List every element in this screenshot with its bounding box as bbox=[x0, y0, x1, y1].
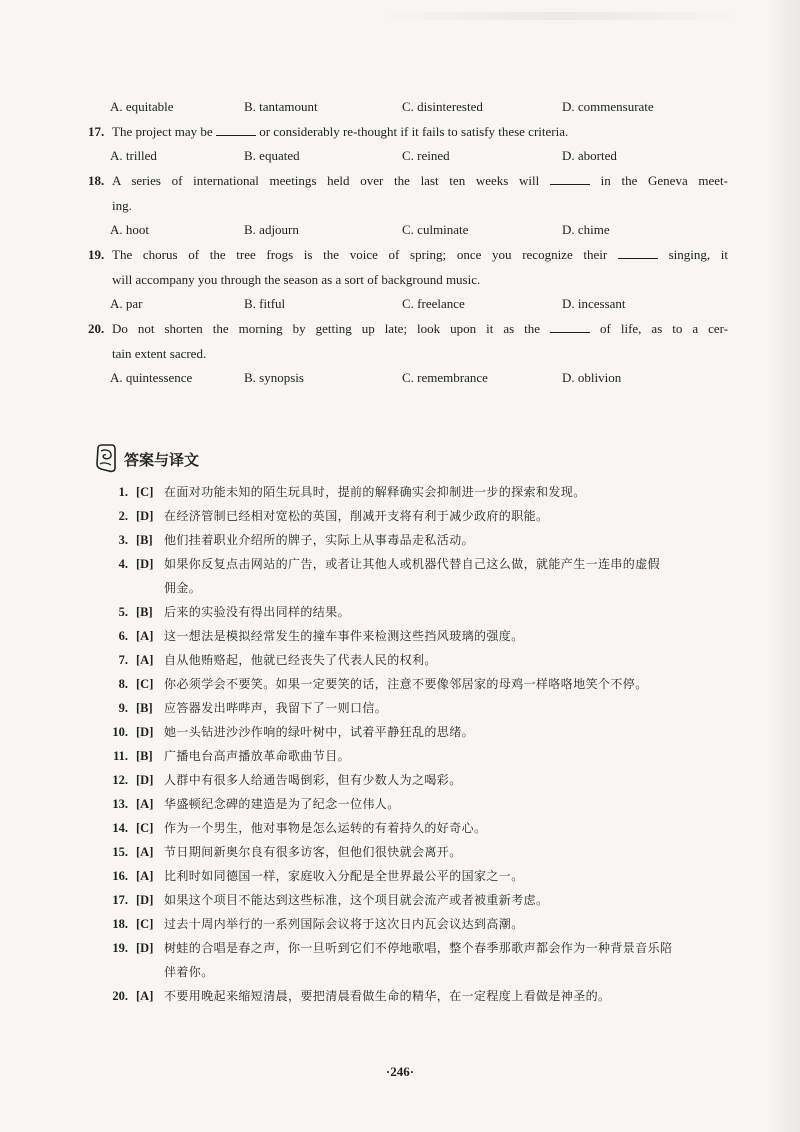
answer-translation-cont: 佣金。 bbox=[164, 581, 202, 595]
answer-row bbox=[100, 744, 720, 768]
answer-key: [B] bbox=[136, 701, 153, 715]
answer-key: [D] bbox=[136, 725, 154, 739]
option: B. tantamount bbox=[244, 99, 318, 114]
answer-translation: 自从他贿赂起，他就已经丧失了代表人民的权利。 bbox=[164, 653, 437, 667]
answer-number: 15. bbox=[112, 845, 128, 859]
question-number: 19. bbox=[88, 247, 105, 262]
question-text: A series of international meetings held over the last ten weeks will in the Geneva meet- bbox=[112, 173, 728, 188]
answer-key: [C] bbox=[136, 485, 154, 499]
answer-number: 4. bbox=[118, 557, 128, 571]
option: D. commensurate bbox=[562, 99, 654, 114]
question-number: 18. bbox=[88, 173, 105, 188]
answer-translation: 应答器发出哔哔声，我留下了一则口信。 bbox=[164, 701, 388, 715]
answer-number: 17. bbox=[112, 893, 128, 907]
answer-row bbox=[100, 864, 720, 888]
scan-artifact bbox=[370, 12, 750, 20]
option: D. incessant bbox=[562, 296, 626, 311]
answer-row bbox=[100, 792, 720, 816]
answers-header bbox=[92, 444, 199, 474]
q19-options bbox=[88, 292, 728, 316]
answer-row bbox=[100, 552, 720, 576]
answer-translation: 节日期间新奥尔良有很多访客，但他们很快就会离开。 bbox=[164, 845, 462, 859]
answer-translation: 如果你反复点击网站的广告，或者让其他人或机器代替自己这么做，就能产生一连串的虚假 bbox=[164, 557, 661, 571]
answer-row bbox=[100, 600, 720, 624]
answer-row bbox=[100, 816, 720, 840]
answer-key: [C] bbox=[136, 917, 154, 931]
question-text-cont: tain extent sacred. bbox=[112, 346, 207, 361]
answer-translation: 华盛顿纪念碑的建造是为了纪念一位伟人。 bbox=[164, 797, 400, 811]
option: A. par bbox=[110, 296, 143, 311]
answer-number: 9. bbox=[118, 701, 128, 715]
answer-key: [A] bbox=[136, 869, 154, 883]
answer-key: [A] bbox=[136, 629, 154, 643]
question-18-cont bbox=[88, 194, 728, 218]
answer-key: [B] bbox=[136, 533, 153, 547]
question-number: 17. bbox=[88, 124, 105, 139]
answer-translation: 不要用晚起来缩短清晨，要把清晨看做生命的精华，在一定程度上看做是神圣的。 bbox=[164, 989, 611, 1003]
question-20 bbox=[88, 317, 728, 341]
answer-number: 14. bbox=[112, 821, 128, 835]
answer-key: [D] bbox=[136, 773, 154, 787]
answer-row bbox=[100, 624, 720, 648]
answer-row bbox=[100, 504, 720, 528]
answer-blank bbox=[618, 246, 658, 259]
answer-key: [D] bbox=[136, 557, 154, 571]
answer-row bbox=[100, 672, 720, 696]
answers-list bbox=[100, 480, 720, 1008]
question-text: The chorus of the tree frogs is the voice of spring; once you recognize their singing, it bbox=[112, 247, 728, 262]
option: B. equated bbox=[244, 148, 300, 163]
answer-number: 3. bbox=[118, 533, 128, 547]
answer-number: 18. bbox=[112, 917, 128, 931]
answer-number: 2. bbox=[118, 509, 128, 523]
option: C. freelance bbox=[402, 296, 465, 311]
question-18 bbox=[88, 169, 728, 193]
answer-translation: 广播电台高声播放革命歌曲节目。 bbox=[164, 749, 351, 763]
question-text: The project may be or considerably re-thought if it fails to satisfy these criteria. bbox=[112, 124, 569, 139]
answer-number: 1. bbox=[118, 485, 128, 499]
answer-translation: 如果这个项目不能达到这些标准，这个项目就会流产或者被重新考虑。 bbox=[164, 893, 549, 907]
answer-row bbox=[100, 480, 720, 504]
answer-row bbox=[100, 912, 720, 936]
question-19-cont bbox=[88, 268, 728, 292]
answer-number: 7. bbox=[118, 653, 128, 667]
answer-number: 5. bbox=[118, 605, 128, 619]
question-number: 20. bbox=[88, 321, 105, 336]
answer-translation: 过去十周内举行的一系列国际会议将于这次日内瓦会议达到高潮。 bbox=[164, 917, 524, 931]
answer-translation: 人群中有很多人给通告喝倒彩，但有少数人为之喝彩。 bbox=[164, 773, 462, 787]
answer-number: 12. bbox=[112, 773, 128, 787]
option: A. hoot bbox=[110, 222, 149, 237]
answer-translation: 你必须学会不要笑。如果一定要笑的话，注意不要像邻居家的母鸡一样咯咯地笑个不停。 bbox=[164, 677, 648, 691]
bookmark-swirl-icon bbox=[92, 444, 120, 474]
answer-number: 11. bbox=[113, 749, 128, 763]
answer-number: 20. bbox=[112, 989, 128, 1003]
question-19 bbox=[88, 243, 728, 267]
option: A. trilled bbox=[110, 148, 157, 163]
option: C. culminate bbox=[402, 222, 469, 237]
answer-translation: 她一头钻进沙沙作响的绿叶树中，试着平静狂乱的思绪。 bbox=[164, 725, 475, 739]
answer-key: [D] bbox=[136, 509, 154, 523]
q16-options bbox=[88, 95, 728, 119]
option: A. equitable bbox=[110, 99, 174, 114]
q20-options bbox=[88, 366, 728, 390]
question-text: Do not shorten the morning by getting up late; look upon it as the of life, as to a cer- bbox=[112, 321, 729, 336]
answer-key: [A] bbox=[136, 845, 154, 859]
answer-key: [A] bbox=[136, 989, 154, 1003]
page-number: ·246· bbox=[385, 1064, 415, 1079]
answer-row-cont bbox=[100, 576, 720, 600]
answer-number: 16. bbox=[112, 869, 128, 883]
q18-options bbox=[88, 218, 728, 242]
answer-key: [D] bbox=[136, 941, 154, 955]
answer-key: [C] bbox=[136, 821, 154, 835]
answer-row bbox=[100, 936, 720, 960]
option: D. chime bbox=[562, 222, 610, 237]
answer-row bbox=[100, 840, 720, 864]
option: D. oblivion bbox=[562, 370, 622, 385]
question-text-cont: will accompany you through the season as a sort of background music. bbox=[112, 272, 481, 287]
answer-row bbox=[100, 768, 720, 792]
answer-translation: 作为一个男生，他对事物是怎么运转的有着持久的好奇心。 bbox=[164, 821, 487, 835]
answer-key: [B] bbox=[136, 605, 153, 619]
answer-translation: 在经济管制已经相对宽松的英国，削减开支将有利于减少政府的职能。 bbox=[164, 509, 549, 523]
answer-translation: 在面对功能未知的陌生玩具时，提前的解释确实会抑制进一步的探索和发现。 bbox=[164, 485, 586, 499]
question-20-cont bbox=[88, 342, 728, 366]
answer-translation: 后来的实验没有得出同样的结果。 bbox=[164, 605, 351, 619]
option: B. adjourn bbox=[244, 222, 299, 237]
section-title: 答案与译文 bbox=[124, 450, 200, 469]
answer-number: 10. bbox=[112, 725, 128, 739]
question-text-cont: ing. bbox=[112, 198, 132, 213]
answer-translation: 树蛙的合唱是春之声，你一旦听到它们不停地歌唱，整个春季那歌声都会作为一种背景音乐陪 bbox=[164, 941, 673, 955]
questions-section bbox=[88, 95, 728, 390]
answer-number: 6. bbox=[118, 629, 128, 643]
answer-row bbox=[100, 720, 720, 744]
answer-key: [C] bbox=[136, 677, 154, 691]
answer-translation-cont: 伴着你。 bbox=[164, 965, 214, 979]
q17-options bbox=[88, 144, 728, 168]
answer-row bbox=[100, 696, 720, 720]
answer-blank bbox=[550, 320, 590, 333]
answer-key: [A] bbox=[136, 797, 154, 811]
answer-row-cont bbox=[100, 960, 720, 984]
answer-translation: 这一想法是模拟经常发生的撞车事件来检测这些挡风玻璃的强度。 bbox=[164, 629, 524, 643]
answer-blank bbox=[216, 123, 256, 136]
option: C. remembrance bbox=[402, 370, 488, 385]
option: B. fitful bbox=[244, 296, 286, 311]
answer-row bbox=[100, 984, 720, 1008]
answer-number: 19. bbox=[112, 941, 128, 955]
option: D. aborted bbox=[562, 148, 617, 163]
answer-number: 8. bbox=[118, 677, 128, 691]
answer-row bbox=[100, 528, 720, 552]
answer-blank bbox=[550, 172, 590, 185]
answer-number: 13. bbox=[112, 797, 128, 811]
answer-key: [B] bbox=[136, 749, 153, 763]
answer-translation: 他们挂着职业介绍所的牌子，实际上从事毒品走私活动。 bbox=[164, 533, 475, 547]
option: C. disinterested bbox=[402, 99, 483, 114]
answer-translation: 比利时如同德国一样，家庭收入分配是全世界最公平的国家之一。 bbox=[164, 869, 524, 883]
option: B. synopsis bbox=[244, 370, 304, 385]
question-17 bbox=[88, 120, 728, 144]
answer-row bbox=[100, 648, 720, 672]
answer-key: [A] bbox=[136, 653, 154, 667]
answer-key: [D] bbox=[136, 893, 154, 907]
option: C. reined bbox=[402, 148, 450, 163]
page-edge-shadow bbox=[766, 0, 800, 1132]
answer-row bbox=[100, 888, 720, 912]
option: A. quintessence bbox=[110, 370, 193, 385]
